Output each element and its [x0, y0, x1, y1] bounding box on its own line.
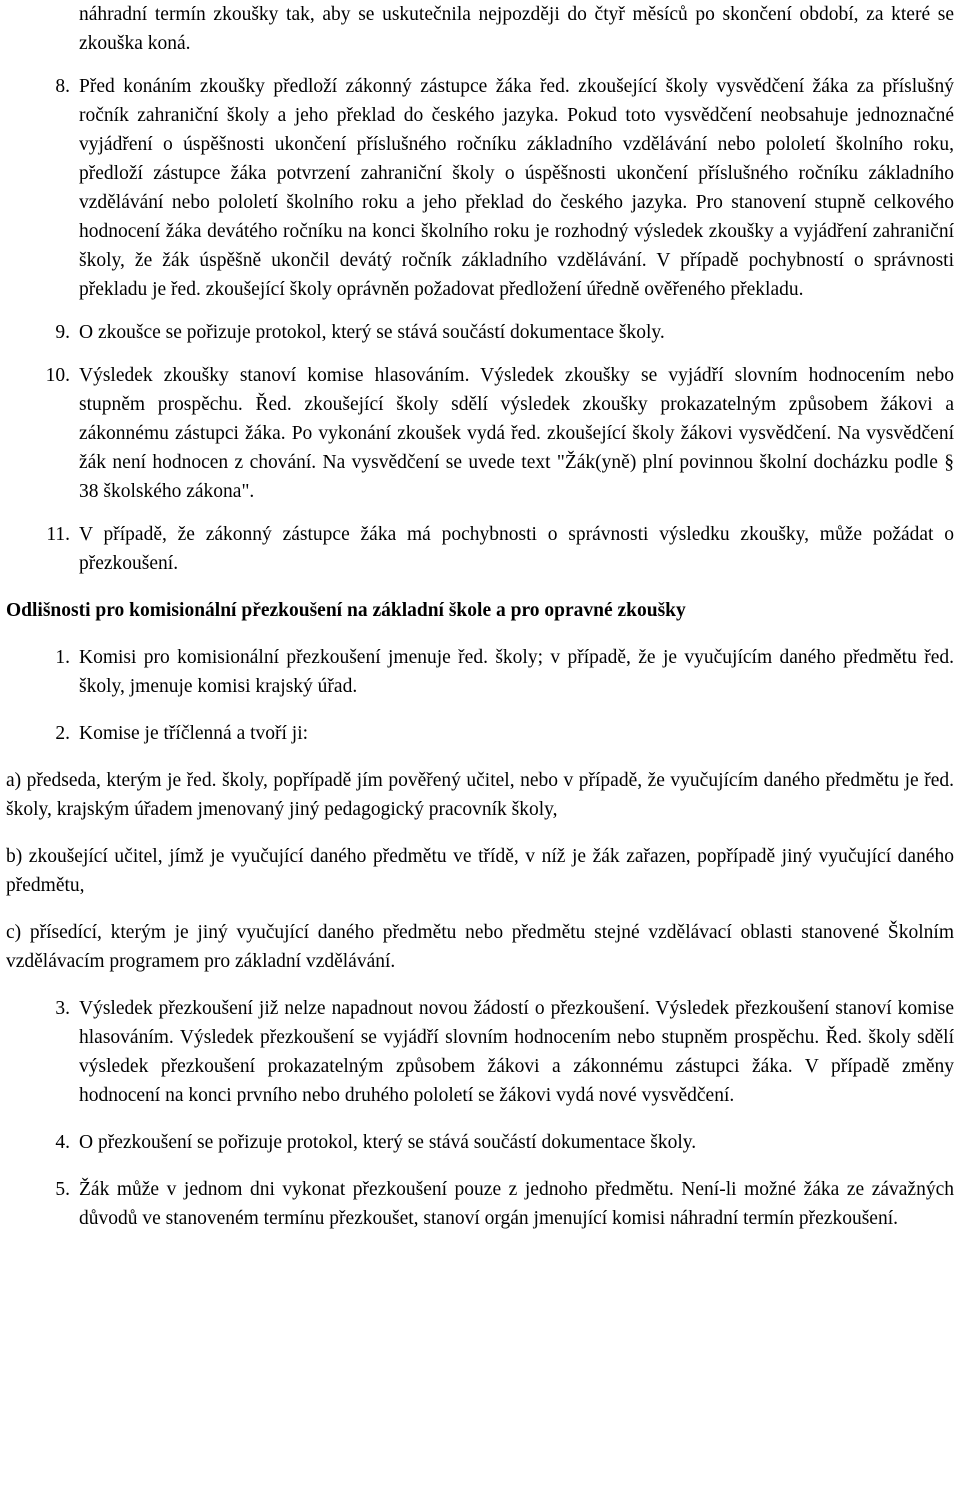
item-text: V případě, že zákonný zástupce žáka má pochybnosti o správnosti výsledku zkoušky, může požádat o přezkoušení. [79, 524, 954, 574]
list-item-9 [6, 318, 954, 347]
item-number: 9. [55, 322, 70, 343]
section-heading: Odlišnosti pro komisionální přezkoušení na základní škole a pro opravné zkoušky [6, 600, 686, 621]
member-c: c) přísedící, kterým je jiný vyučující daného předmětu nebo předmětu stejné vzdělávací oblasti stanovené Školním vzdělávacím programem pro základní vzdělávání. [6, 922, 954, 972]
item-text: Výsledek zkoušky stanoví komise hlasováním. Výsledek zkoušky se vyjádří slovním hodnocením nebo stupněm prospěchu. Řed. zkoušející školy sdělí výsledek zkoušky prokazatelným způsobem žákovi a zákonnému zástupci žáka. Po vykonání zkoušek vydá řed. zkoušející školy žákovi vysvědčení. Na vysvědčení žák není hodnocen z chování. Na vysvědčení se uvede text "Žák(yně) plní povinnou školní docházku podle § 38 školského zákona". [79, 365, 954, 502]
item-number: 4. [55, 1132, 70, 1153]
list-item-4 [6, 1128, 954, 1157]
item-number: 5. [55, 1179, 70, 1200]
item-text: Výsledek přezkoušení již nelze napadnout novou žádostí o přezkoušení. Výsledek přezkoušení stanoví komise hlasováním. Výsledek přezkoušení se vyjádří slovním hodnocením nebo stupněm prospěchu. Řed. školy sdělí výsledek přezkoušení prokazatelným způsobem žákovi a zákonnému zástupci žáka. V případě změny hodnocení na konci prvního nebo druhého pololetí se žákovi vydá nové vysvědčení. [79, 998, 954, 1106]
item-text: O zkoušce se pořizuje protokol, který se stává součástí dokumentace školy. [79, 322, 665, 343]
item-number: 10. [45, 365, 70, 386]
item-text: O přezkoušení se pořizuje protokol, který se stává součástí dokumentace školy. [79, 1132, 697, 1153]
item-text: Komise je tříčlenná a tvoří ji: [79, 723, 309, 744]
member-b: b) zkoušející učitel, jímž je vyučující daného předmětu ve třídě, v níž je žák zařazen, popřípadě jiný vyučující daného předmětu, [6, 846, 954, 896]
intro-text: náhradní termín zkoušky tak, aby se uskutečnila nejpozději do čtyř měsíců po skončení období, za které se zkouška koná. [79, 4, 954, 54]
item-text: Před konáním zkoušky předloží zákonný zástupce žáka řed. zkoušející školy vysvědčení žáka za příslušný ročník zahraniční školy a jeho překlad do českého jazyka. Pokud toto vysvědčení neobsahuje jednoznačné vyjádření o úspěšnosti ukončení příslušného ročníku základního vzdělávání nebo pololetí školního roku, předloží zástupce žáka potvrzení zahraniční školy o úspěšnosti ukončení příslušného ročníku základního vzdělávání nebo pololetí školního roku a jeho překlad do českého jazyka. Pro stanovení stupně celkového hodnocení žáka devátého ročníku na konci školního roku je rozhodný výsledek zkoušky a vyjádření zahraniční školy, že žák úspěšně ukončil devátý ročník základního vzdělávání. V případě pochybností o správnosti překladu je řed. zkoušející školy oprávněn požadovat předložení úředně ověřeného překladu. [79, 76, 954, 300]
item-number: 1. [55, 647, 70, 668]
list-item-11 [6, 520, 954, 578]
list-item-3 [6, 994, 954, 1110]
item-text: Žák může v jednom dni vykonat přezkoušení pouze z jednoho předmětu. Není-li možné žáka ze závažných důvodů ve stanoveném termínu přezkoušet, stanoví orgán jmenující komisi náhradní termín přezkoušení. [79, 1179, 954, 1229]
list-item-5 [6, 1175, 954, 1233]
item-number: 2. [55, 723, 70, 744]
intro-continuation [6, 0, 954, 58]
item-text: Komisi pro komisionální přezkoušení jmenuje řed. školy; v případě, že je vyučujícím daného předmětu řed. školy, jmenuje komisi krajský úřad. [79, 647, 954, 697]
list-item-1 [6, 643, 954, 701]
item-number: 3. [55, 998, 70, 1019]
list-item-8 [6, 72, 954, 304]
item-number: 8. [55, 76, 70, 97]
member-a: a) předseda, kterým je řed. školy, popřípadě jím pověřený učitel, nebo v případě, že vyučujícím daného předmětu je řed. školy, krajským úřadem jmenovaný jiný pedagogický pracovník školy, [6, 770, 954, 820]
list-item-2 [6, 719, 954, 748]
list-item-10 [6, 361, 954, 506]
item-number: 11. [46, 524, 70, 545]
